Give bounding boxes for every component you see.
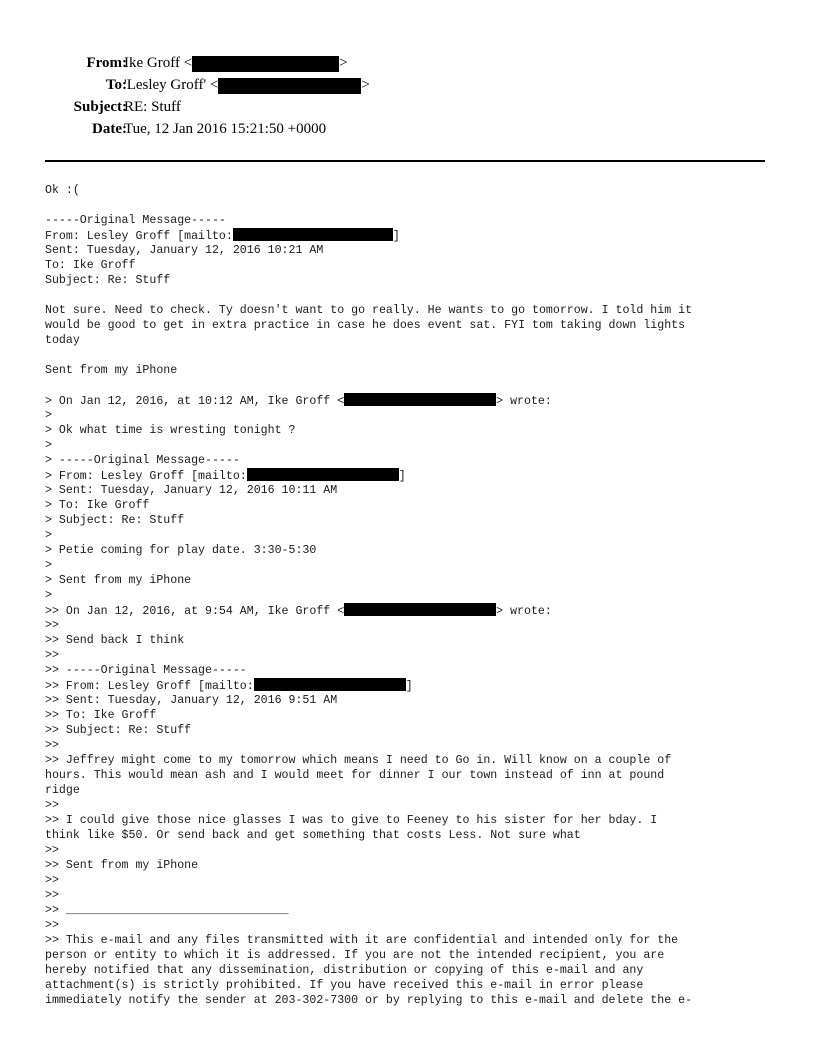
body-line-text: > From: Lesley Groff [mailto: — [45, 470, 247, 483]
body-line — [45, 873, 785, 888]
body-line-text: >> I could give those nice glasses I was to give to Feeney to his sister for her bday. I — [45, 814, 658, 827]
body-line — [45, 408, 785, 423]
body-line-text: > — [45, 439, 52, 452]
body-line-tail: > wrote: — [496, 395, 552, 408]
body-line-text: >> ________________________________ — [45, 904, 289, 917]
body-line — [45, 348, 785, 363]
body-line — [45, 573, 785, 588]
body-line-text: Subject: Re: Stuff — [45, 274, 171, 287]
body-line-text: >> — [45, 889, 59, 902]
body-line — [45, 648, 785, 663]
email-address-redaction — [254, 678, 406, 691]
body-line-text: >> Subject: Re: Stuff — [45, 724, 192, 737]
body-line — [45, 798, 785, 813]
body-line — [45, 183, 785, 198]
body-line-text: think like $50. Or send back and get something that costs Less. Not sure what — [45, 829, 581, 842]
body-line-text: > Subject: Re: Stuff — [45, 514, 185, 527]
body-line-text: > -----Original Message----- — [45, 454, 240, 467]
body-line — [45, 468, 785, 483]
body-line-text: -----Original Message----- — [45, 214, 226, 227]
body-line-text: Not sure. Need to check. Ty doesn't want to go really. He wants to go tomorrow. I told him it — [45, 304, 693, 317]
body-line-text: > — [45, 559, 52, 572]
body-line-text: > Ok what time is wresting tonight ? — [45, 424, 296, 437]
body-line — [45, 378, 785, 393]
body-line — [45, 498, 785, 513]
body-line-text: Ok :( — [45, 184, 80, 197]
body-line-text: >> Sent: Tuesday, January 12, 2016 9:51 AM — [45, 694, 338, 707]
email-address-redaction — [247, 468, 399, 481]
body-line-text: today — [45, 334, 80, 347]
to-tail: > — [361, 77, 370, 93]
body-line — [45, 963, 785, 978]
body-line-text: >> — [45, 874, 59, 887]
from-name: Ike Groff < — [124, 55, 193, 71]
body-line-text: >> Jeffrey might come to my tomorrow which means I need to Go in. Will know on a couple of — [45, 754, 672, 767]
body-line — [45, 693, 785, 708]
body-line — [45, 528, 785, 543]
body-line-text: >> — [45, 739, 59, 752]
from-label: From: — [86, 55, 127, 71]
body-line — [45, 438, 785, 453]
date-value: Tue, 12 Jan 2016 15:21:50 +0000 — [124, 121, 327, 137]
body-line-text: >> Send back I think — [45, 634, 185, 647]
body-line — [45, 723, 785, 738]
body-line-text: Sent: Tuesday, January 12, 2016 10:21 AM — [45, 244, 324, 257]
body-line — [45, 393, 785, 408]
body-line — [45, 918, 785, 933]
body-line — [45, 228, 785, 243]
body-line — [45, 738, 785, 753]
body-line — [45, 513, 785, 528]
body-line-tail: ] — [398, 470, 406, 483]
body-line-text: >> This e-mail and any files transmitted with it are confidential and intended only for the — [45, 934, 679, 947]
body-line — [45, 948, 785, 963]
body-line-text: >> — [45, 619, 59, 632]
body-line — [45, 663, 785, 678]
body-line — [45, 813, 785, 828]
body-line — [45, 708, 785, 723]
body-line — [45, 993, 785, 1008]
body-line-text: Sent from my iPhone — [45, 364, 178, 377]
body-line — [45, 303, 785, 318]
to-name: 'Lesley Groff' < — [124, 77, 219, 93]
body-line — [45, 828, 785, 843]
body-line-text: > — [45, 589, 52, 602]
body-line — [45, 678, 785, 693]
body-line — [45, 423, 785, 438]
body-line — [45, 978, 785, 993]
body-line — [45, 288, 785, 303]
body-line-text: >> On Jan 12, 2016, at 9:54 AM, Ike Groff < — [45, 605, 345, 618]
email-address-redaction — [344, 393, 496, 406]
body-line — [45, 783, 785, 798]
body-line — [45, 213, 785, 228]
subject-value: RE: Stuff — [124, 99, 181, 115]
subject-label: Subject: — [73, 99, 127, 115]
body-line-text: would be good to get in extra practice in case he does event sat. FYI tom taking down lights — [45, 319, 686, 332]
body-line-text: >> — [45, 649, 59, 662]
body-line-text: From: Lesley Groff [mailto: — [45, 230, 233, 243]
body-line-text: >> From: Lesley Groff [mailto: — [45, 680, 254, 693]
body-line-text: ridge — [45, 784, 80, 797]
body-line-text: >> — [45, 799, 59, 812]
body-line-tail: > wrote: — [496, 605, 552, 618]
body-line — [45, 543, 785, 558]
body-line-text: > — [45, 409, 52, 422]
body-line-text: >> -----Original Message----- — [45, 664, 247, 677]
body-line-text: hereby notified that any dissemination, distribution or copying of this e-mail and any — [45, 964, 644, 977]
body-line — [45, 318, 785, 333]
body-line — [45, 588, 785, 603]
body-line — [45, 558, 785, 573]
body-line — [45, 258, 785, 273]
body-line — [45, 858, 785, 873]
body-line-tail: ] — [392, 230, 400, 243]
from-tail: > — [339, 55, 348, 71]
to-email-redaction — [218, 78, 361, 94]
body-line-text: >> — [45, 919, 59, 932]
body-line — [45, 198, 785, 213]
body-line-text: >> — [45, 844, 59, 857]
body-line-text: To: Ike Groff — [45, 259, 136, 272]
to-label: To: — [105, 77, 127, 93]
body-line — [45, 453, 785, 468]
body-line-text: > — [45, 529, 52, 542]
email-address-redaction — [344, 603, 496, 616]
body-line-text: > Petie coming for play date. 3:30-5:30 — [45, 544, 317, 557]
body-line — [45, 363, 785, 378]
body-line — [45, 633, 785, 648]
body-line — [45, 888, 785, 903]
body-line — [45, 753, 785, 768]
body-line — [45, 618, 785, 633]
body-line-text: > Sent from my iPhone — [45, 574, 192, 587]
body-line-text: >> To: Ike Groff — [45, 709, 157, 722]
email-address-redaction — [233, 228, 393, 241]
body-line-text: attachment(s) is strictly prohibited. If you have received this e-mail in error please — [45, 979, 644, 992]
body-line-text: hours. This would mean ash and I would meet for dinner I our town instead of inn at pound — [45, 769, 665, 782]
body-line — [45, 243, 785, 258]
from-value — [124, 52, 348, 74]
body-line — [45, 903, 785, 918]
from-email-redaction — [192, 56, 339, 72]
header-divider — [45, 160, 765, 162]
body-line — [45, 933, 785, 948]
body-line-text: immediately notify the sender at 203-302-7300 or by replying to this e-mail and delete the e- — [45, 994, 693, 1007]
body-line — [45, 768, 785, 783]
body-line-text: > Sent: Tuesday, January 12, 2016 10:11 AM — [45, 484, 338, 497]
body-line-text: >> Sent from my iPhone — [45, 859, 199, 872]
body-line-text: person or entity to which it is addressed. If you are not the intended recipient, you are — [45, 949, 665, 962]
body-line-text: > On Jan 12, 2016, at 10:12 AM, Ike Groff < — [45, 395, 345, 408]
body-line-tail: ] — [405, 680, 413, 693]
date-label: Date: — [92, 121, 127, 137]
body-line — [45, 333, 785, 348]
email-body — [45, 183, 785, 1008]
to-value — [124, 74, 370, 96]
body-line — [45, 843, 785, 858]
body-line — [45, 273, 785, 288]
body-line-text: > To: Ike Groff — [45, 499, 150, 512]
body-line — [45, 483, 785, 498]
body-line — [45, 603, 785, 618]
